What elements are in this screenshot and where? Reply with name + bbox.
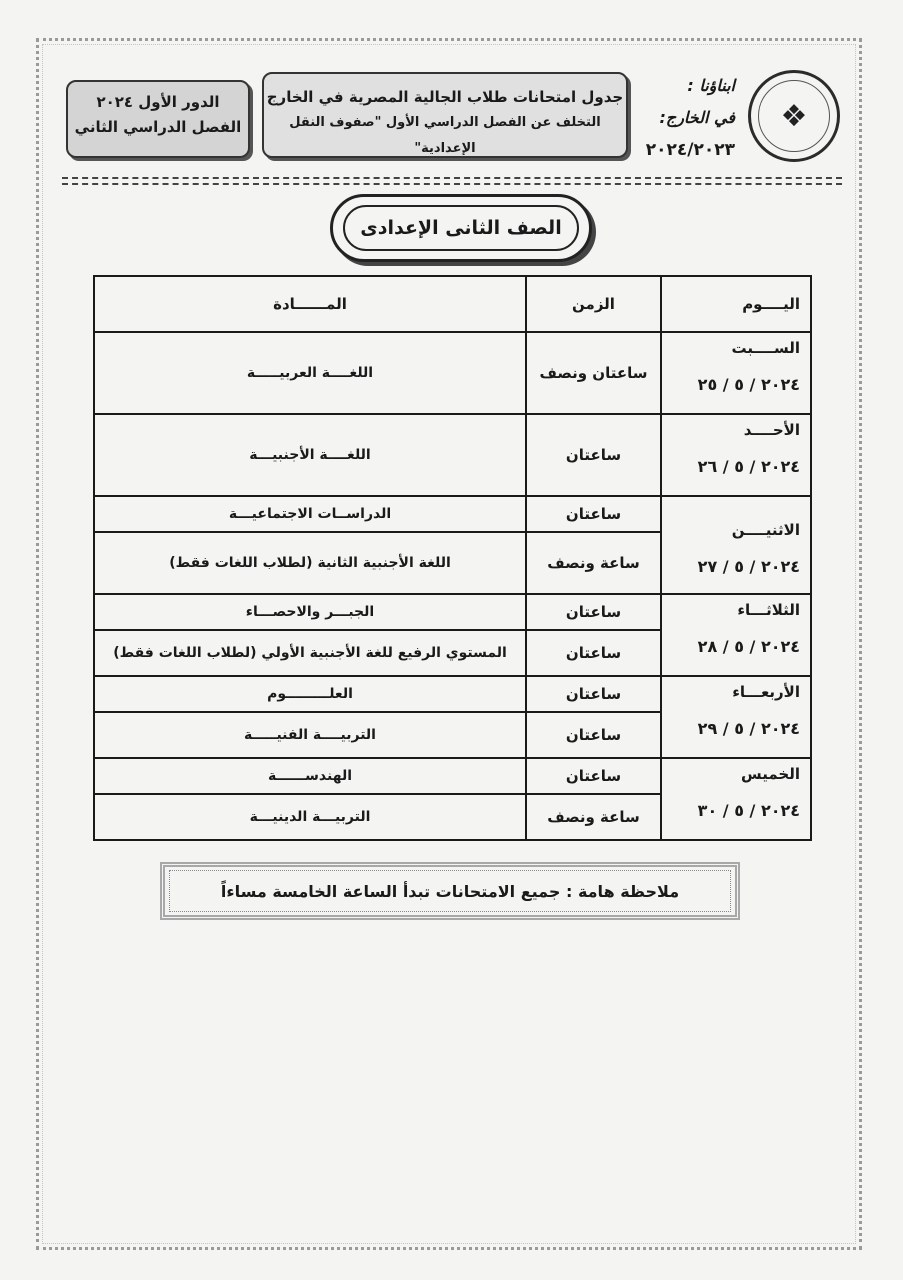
important-note: ملاحظة هامة : جميع الامتحانات تبدأ الساعة الخامسة مساءاً [169,870,731,912]
day-cell [661,676,811,758]
separator-line [62,183,842,185]
subject-cell: العلـــــــــوم [94,676,526,712]
abroad-line-2: في الخارج: [659,108,735,127]
subject-cell: اللغة الأجنبية الثانية (لطلاب اللغات فقط) [94,532,526,594]
duration-cell: ساعة ونصف [526,532,661,594]
academic-year: ٢٠٢٤/٢٠٢٣ [645,140,735,160]
day-name: الخميس [741,765,800,783]
document-title: جدول امتحانات طلاب الجالية المصرية في الخارج [266,88,624,106]
duration-cell: ساعتان ونصف [526,332,661,414]
subject-cell: الدراســات الاجتماعيـــة [94,496,526,532]
subject-cell: اللغــــة الأجنبيـــة [94,414,526,496]
day-date: ٢٠٢٤ / ٥ / ٢٦ [697,457,800,476]
day-name: الأحــــد [743,421,800,439]
subject-cell: الهندســــــة [94,758,526,794]
header-day: اليــــوم [661,276,811,332]
day-name: الســــبت [731,339,800,357]
table-row [94,414,811,496]
table-row [94,758,811,794]
day-cell [661,332,811,414]
day-date: ٢٠٢٤ / ٥ / ٢٧ [697,556,800,576]
grade-badge [330,194,592,262]
table-row [94,676,811,712]
day-date: ٢٠٢٤ / ٥ / ٢٩ [697,719,800,738]
round-label: الدور الأول ٢٠٢٤ [96,93,220,111]
day-name: الأربعـــاء [732,683,800,701]
duration-cell: ساعتان [526,630,661,676]
day-cell [661,414,811,496]
day-date: ٢٠٢٤ / ٥ / ٢٨ [697,637,800,656]
term-label: الفصل الدراسي الثاني [74,118,242,136]
day-cell [661,496,811,594]
duration-cell: ساعتان [526,712,661,758]
duration-cell: ساعتان [526,758,661,794]
table-row [94,594,811,630]
document-subtitle: التخلف عن الفصل الدراسي الأول "صفوف النقل الإعدادية" [289,115,601,156]
grade-title: الصف الثانى الإعدادى [343,205,579,251]
separator-line [62,177,842,179]
duration-cell: ساعتان [526,676,661,712]
subject-cell: التربيــــة الفنيـــــة [94,712,526,758]
document-title-box [262,72,628,158]
eagle-icon: ❖ [758,80,830,152]
day-cell [661,594,811,676]
duration-cell: ساعتان [526,594,661,630]
subject-cell: المستوي الرفيع للغة الأجنبية الأولي (لطلاب اللغات فقط) [94,630,526,676]
day-name: الاثنيــــن [731,520,800,539]
table-header-row [94,276,811,332]
header-duration: الزمن [526,276,661,332]
abroad-line-1: ابناؤنا : [687,76,735,95]
header-subject: المــــــادة [94,276,526,332]
table-row [94,496,811,532]
table-row [94,332,811,414]
subject-cell: اللغــــة العربيـــــة [94,332,526,414]
day-date: ٢٠٢٤ / ٥ / ٣٠ [697,801,800,820]
duration-cell: ساعتان [526,496,661,532]
exam-schedule-table [93,275,812,841]
term-box [66,80,250,158]
duration-cell: ساعة ونصف [526,794,661,840]
day-cell [661,758,811,840]
abroad-label [640,70,735,166]
duration-cell: ساعتان [526,414,661,496]
subject-cell: التربيـــة الدينيـــة [94,794,526,840]
ministry-logo [748,70,840,162]
day-date: ٢٠٢٤ / ٥ / ٢٥ [697,375,800,394]
subject-cell: الجبـــر والاحصـــاء [94,594,526,630]
day-name: الثلاثـــاء [737,601,800,619]
important-note-box [160,862,740,920]
